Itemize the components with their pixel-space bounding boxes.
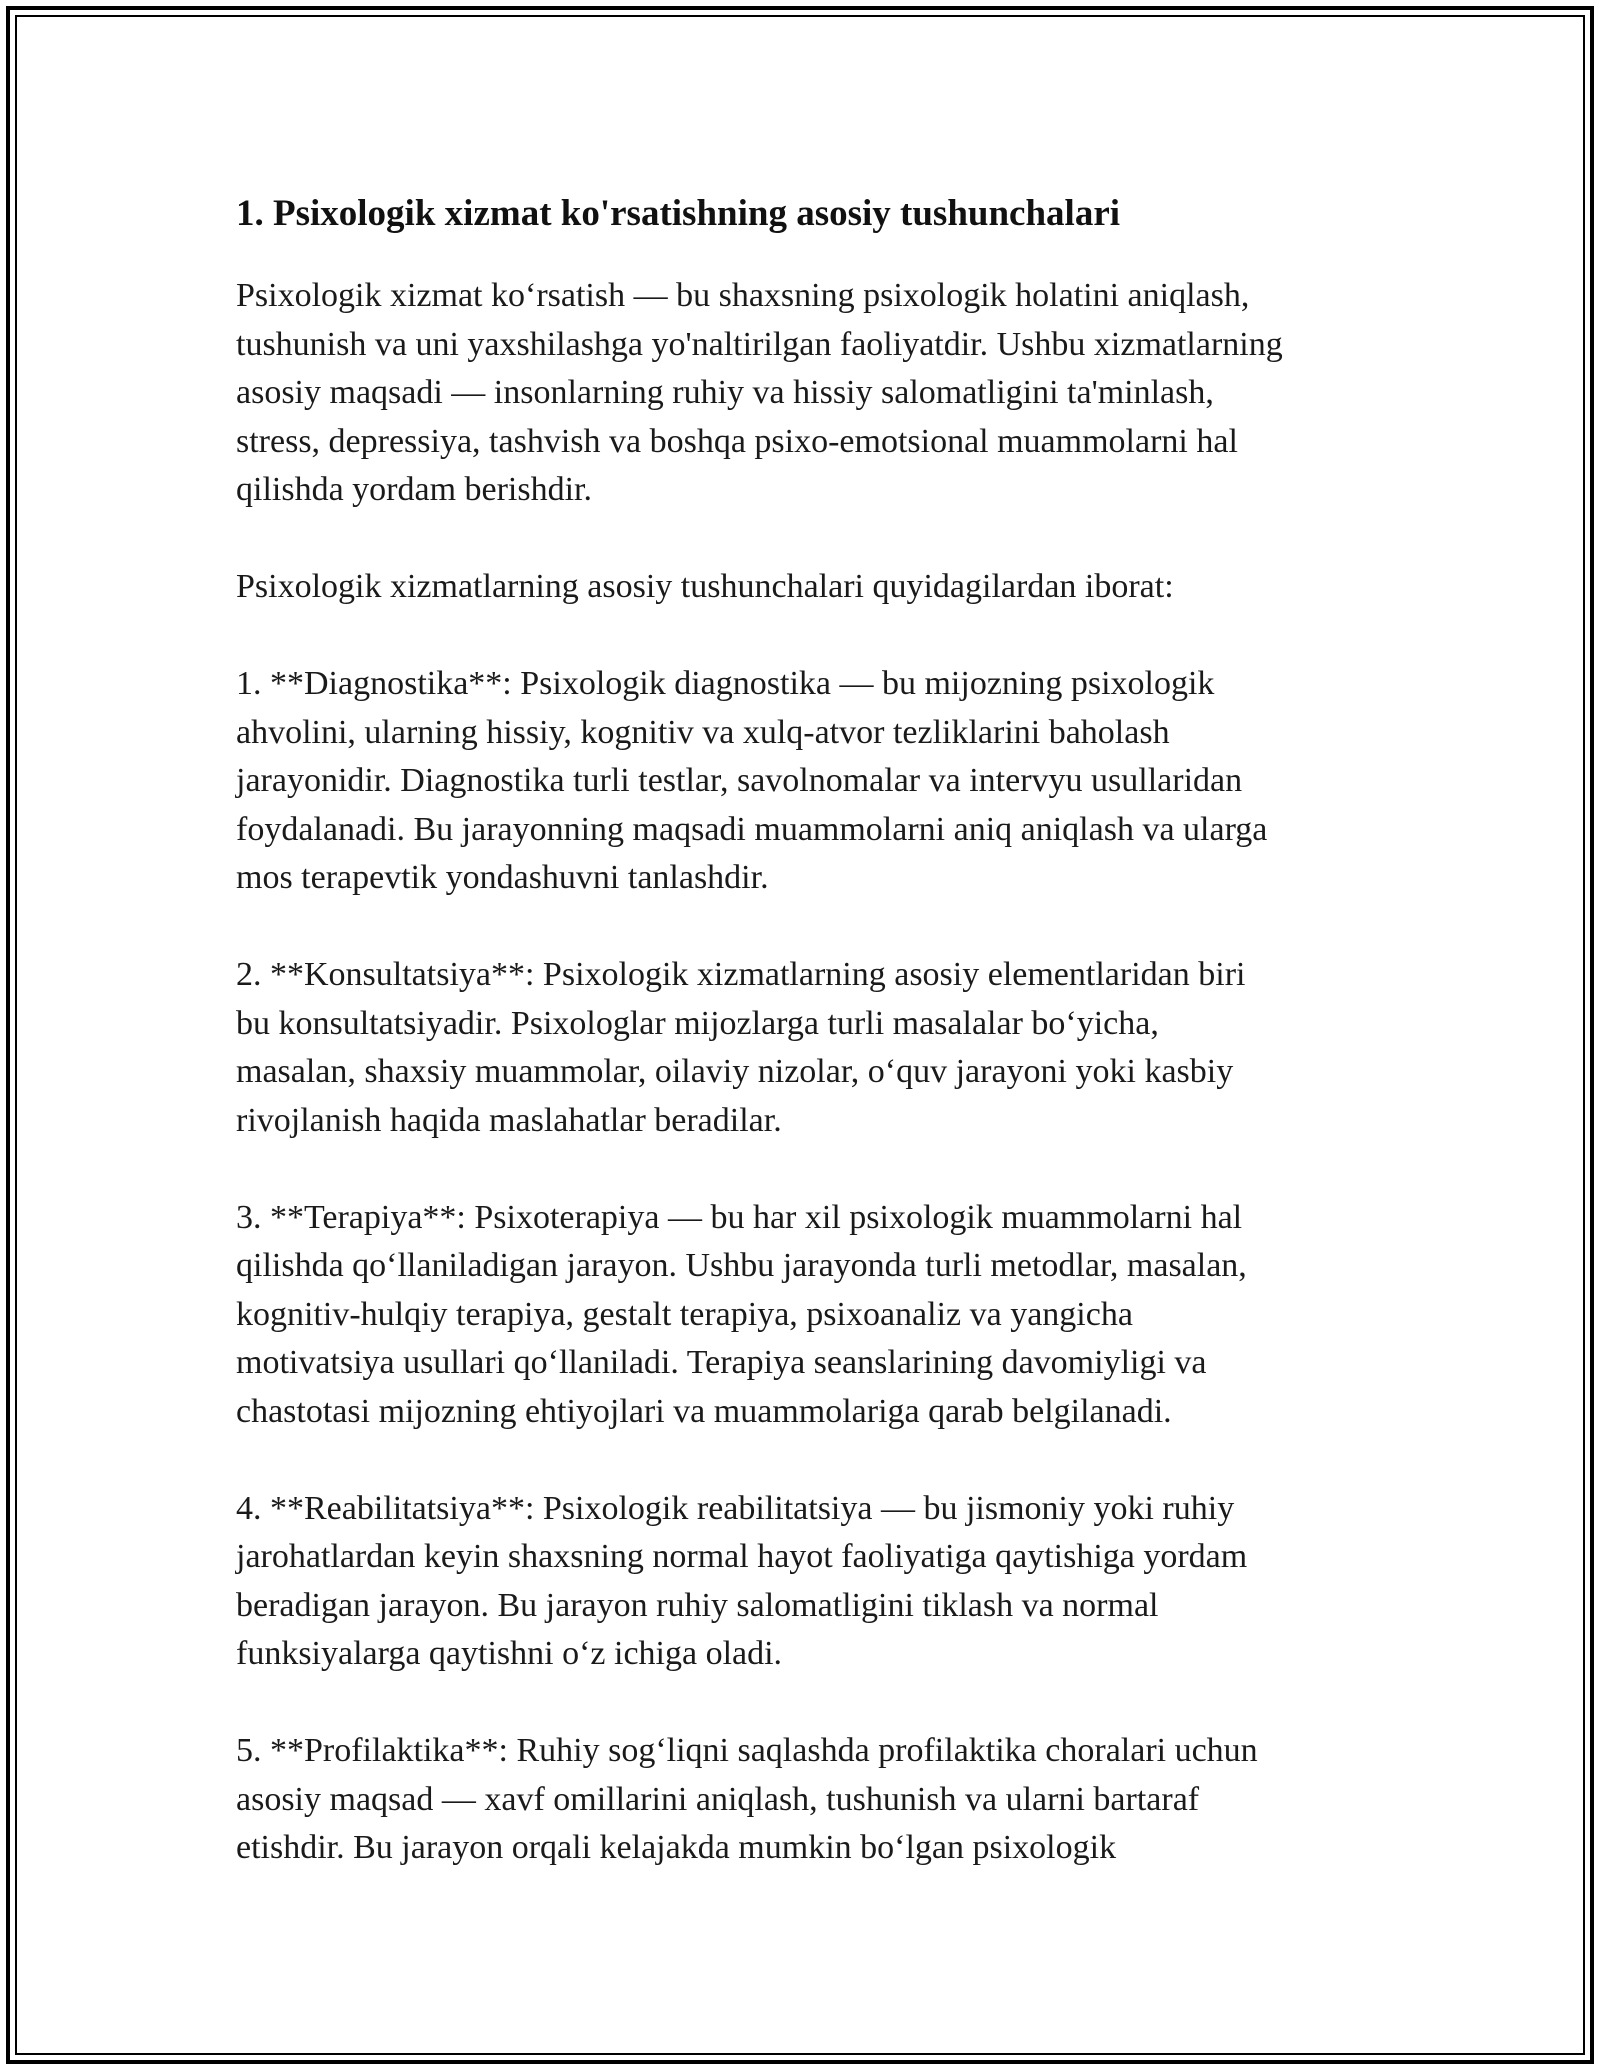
paragraph-list-intro: Psixologik xizmatlarning asosiy tushunchalari quyidagilardan iborat: — [236, 568, 1174, 605]
list-item-terapiya: 3. **Terapiya**: Psixoterapiya — bu har xil psixologik muammolarni hal qilishda qo‘llaniladigan jarayon. Ushbu jarayonda turli metodlar, masalan, kognitiv-hulqiy terapiya, gestalt terapiya, psixoanaliz va yangicha motivatsiya usullari qo‘llaniladi. Terapiya seanslarining davomiyligi va chastotasi mijozning ehtiyojlari va muammolariga qarab belgilanadi. — [236, 1198, 1247, 1430]
document-body — [236, 186, 1396, 1873]
document-title: 1. Psixologik xizmat ko'rsatishning asosiy tushunchalari — [236, 193, 1121, 234]
list-item-konsultatsiya: 2. **Konsultatsiya**: Psixologik xizmatlarning asosiy elementlaridan biri bu konsultatsiyadir. Psixologlar mijozlarga turli masalalar bo‘yicha, masalan, shaxsiy muammolar, oilaviy nizolar, o‘quv jarayoni yoki kasbiy rivojlanish haqida maslahatlar beradilar. — [236, 956, 1246, 1139]
paragraph-intro: Psixologik xizmat ko‘rsatish — bu shaxsning psixologik holatini aniqlash, tushunish va uni yaxshilashga yo'naltirilgan faoliyatdir. Ushbu xizmatlarning asosiy maqsadi — insonlarning ruhiy va hissiy salomatligini ta'minlash, stress, depressiya, tashvish va boshqa psixo-emotsional muammolarni hal qilishda yordam berishdir. — [236, 277, 1283, 508]
list-item-diagnostika: 1. **Diagnostika**: Psixologik diagnostika — bu mijozning psixologik ahvolini, ularning hissiy, kognitiv va xulq-atvor tezliklarini baholash jarayonidir. Diagnostika turli testlar, savolnomalar va intervyu usullaridan foydalanadi. Bu jarayonning maqsadi muammolarni aniq aniqlash va ularga mos terapevtik yondashuvni tanlashdir. — [236, 665, 1268, 896]
list-item-reabilitatsiya: 4. **Reabilitatsiya**: Psixologik reabilitatsiya — bu jismoniy yoki ruhiy jarohatlardan keyin shaxsning normal hayot faoliyatiga qaytishiga yordam beradigan jarayon. Bu jarayon ruhiy salomatligini tiklash va normal funksiyalarga qaytishni o‘z ichiga oladi. — [236, 1489, 1248, 1672]
list-item-profilaktika: 5. **Profilaktika**: Ruhiy sog‘liqni saqlashda profilaktika choralari uchun asosiy maqsad — xavf omillarini aniqlash, tushunish va ularni bartaraf etishdir. Bu jarayon orqali kelajakda mumkin bo‘lgan psixologik — [236, 1732, 1258, 1866]
